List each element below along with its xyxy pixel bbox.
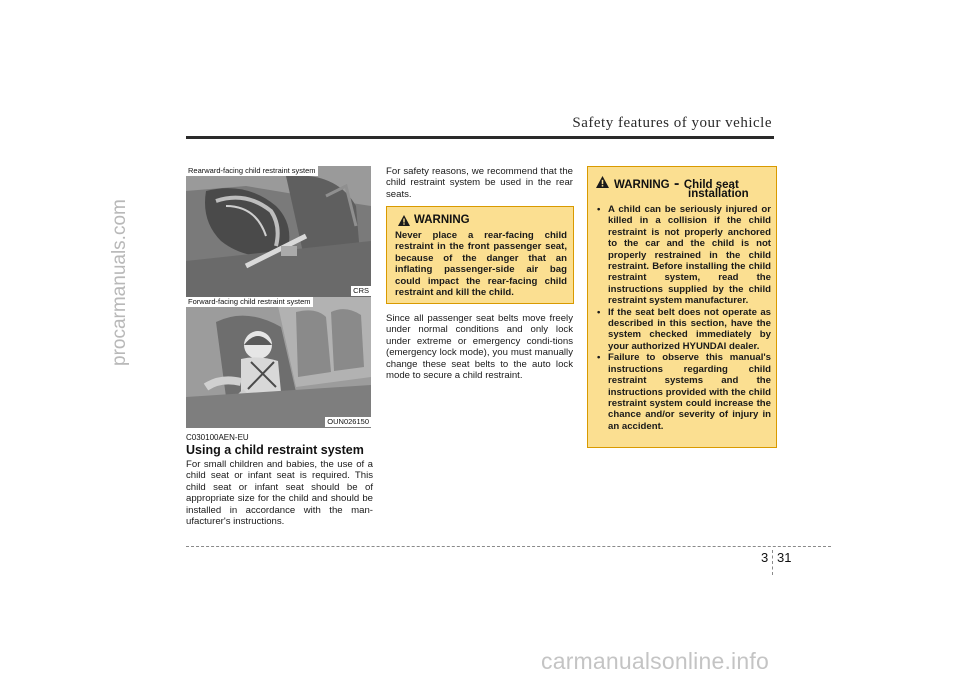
warning-triangle-icon [398, 215, 410, 226]
forward-figure-code: OUN026150 [327, 417, 369, 426]
rearward-figure-caption: Rearward-facing child restraint system [188, 166, 316, 175]
section-code: C030100AEN-EU [186, 433, 249, 442]
rear-facing-warning-box [386, 206, 574, 304]
watermark-bottom: carmanualsonline.info [541, 648, 769, 674]
child-seat-warning-list [595, 204, 771, 432]
page-header-title: Safety features of your vehicle [572, 115, 772, 131]
child-seat-warning-subtitle-2: installation [688, 188, 749, 200]
forward-seat-illustration [186, 297, 371, 428]
child-seat-warning-box [587, 166, 777, 448]
page-section-number: 3 [761, 550, 769, 565]
warning-dash: - [674, 175, 680, 192]
child-seat-warning-subtitle-1: Child seat [683, 179, 739, 191]
page-number: 31 [777, 550, 792, 565]
forward-figure-caption: Forward-facing child restraint system [188, 297, 311, 306]
footer-rule [186, 546, 831, 547]
rearward-seat-illustration [186, 166, 371, 297]
seat-belt-paragraph: Since all passenger seat belts move freely under normal conditions and only lock under extreme or emergency condi-tions (emergency lock mode), you must manually change these seat belts to the auto lock mode to secure a child restraint. [386, 313, 573, 382]
middle-intro: For safety reasons, we recommend that the child restraint system be used in the rear seats. [386, 166, 573, 200]
section-heading: Using a child restraint system [186, 443, 364, 457]
forward-facing-figure [186, 297, 371, 428]
footer-separator [772, 550, 773, 575]
header-rule [186, 136, 774, 139]
warning-list-item: • A child can be seriously injured or killed in a collision if the child restraint is not properly anchored to the car and the child is not properly restrained in the child restraint. Before installing the child restraint system, read the instructions supplied by the child restraint system manufacturer. [595, 204, 771, 307]
section-paragraph: For small children and babies, the use of a child seat or infant seat is required. This child seat or infant seat should be of appropriate size for the child and should be installed in accordance with the man-ufacturer's instructions. [186, 459, 373, 528]
rear-facing-warning-title: WARNING [414, 214, 470, 226]
rear-facing-warning-text: Never place a rear-facing child restraint in the front passenger seat, because of the danger that an inflating passenger-side air bag could impact the rear-facing child restraint and kill the child. [395, 230, 567, 299]
warning-list-item: • Failure to observe this manual's instructions regarding child restraint systems and the instructions provided with the child restraint system could increase the chance and/or severity of injury in an accident. [595, 352, 771, 432]
rearward-facing-figure [186, 166, 371, 297]
child-seat-warning-title: WARNING [614, 179, 670, 191]
warning-triangle-icon [596, 176, 609, 188]
warning-list-item: • If the seat belt does not operate as described in this section, have the system checked immediately by your authorized HYUNDAI dealer. [595, 307, 771, 353]
rearward-figure-code: CRS [353, 286, 369, 295]
